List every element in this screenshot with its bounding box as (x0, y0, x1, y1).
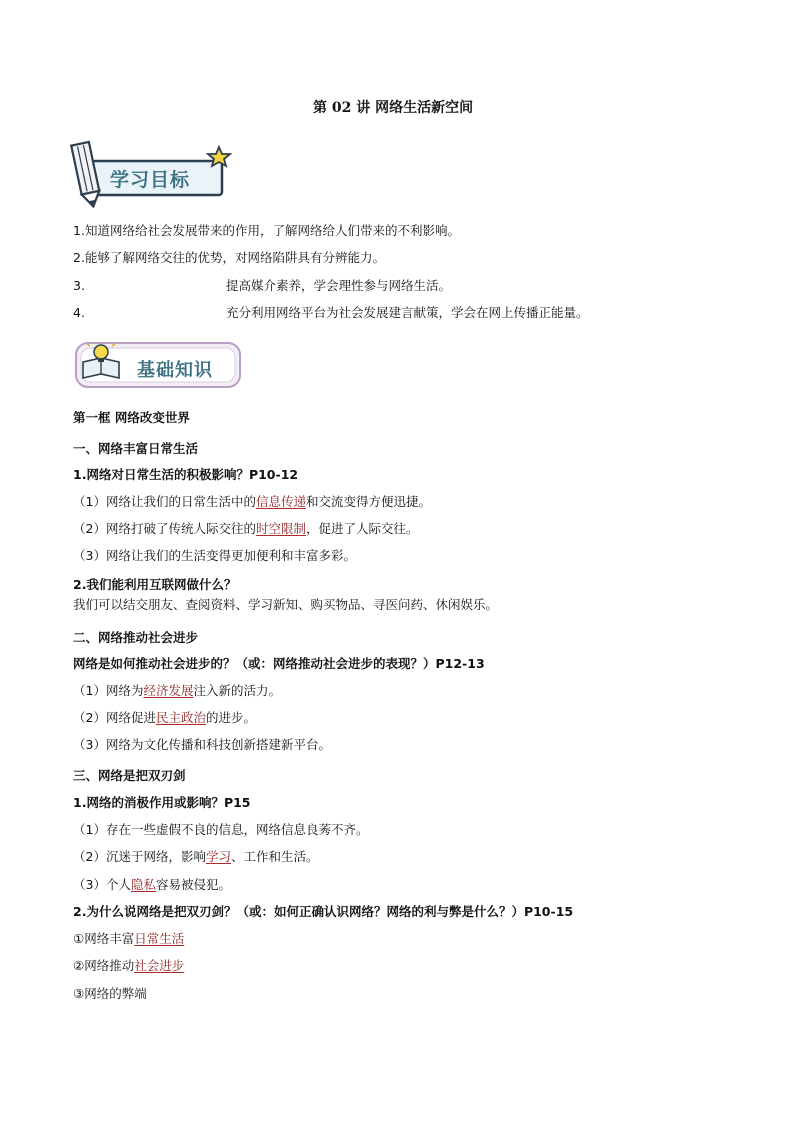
list-item: （3）个人隐私容易被侵犯。 (73, 877, 231, 892)
goal-item-2 (73, 250, 385, 266)
list-item: （3）网络为文化传播和科技创新搭建新平台。 (73, 737, 331, 752)
keyword-highlight: 隐私 (130, 877, 156, 892)
goal-text: 能够了解网络交往的优势，对网络陷阱具有分辨能力。 (84, 250, 385, 265)
question-heading: 2.我们能利用互联网做什么？ (73, 577, 237, 592)
keyword-highlight: 日常生活 (134, 931, 185, 946)
section-heading-1: 一、网络丰富日常生活 (73, 441, 199, 456)
keyword-highlight: 时空限制 (255, 521, 306, 536)
point-item: ②网络推动社会进步 (73, 958, 185, 973)
answer-text: 我们可以结交朋友、查阅资料、学习新知、购买物品、寻医问药、休闲娱乐。 (73, 597, 499, 612)
list-item: （2）网络打破了传统人际交往的时空限制，促进了人际交往。 (73, 521, 419, 536)
list-item: （2）沉迷于网络，影响学习、工作和生活。 (73, 849, 319, 864)
list-item: （3）网络让我们的生活变得更加便利和丰富多彩。 (73, 548, 356, 563)
learning-goals-label: 学习目标 (110, 169, 191, 191)
basic-knowledge-label: 基础知识 (137, 360, 213, 381)
keyword-highlight: 经济发展 (143, 683, 194, 698)
goal-number: 1. (73, 223, 85, 238)
goal-number: 2. (73, 250, 85, 265)
goal-number-3: 3. (73, 278, 85, 293)
keyword-highlight: 学习 (205, 849, 231, 864)
point-item: ③网络的弊端 (73, 986, 147, 1001)
keyword-highlight: 信息传递 (255, 494, 306, 509)
point-item: ①网络丰富日常生活 (73, 931, 185, 946)
section-heading-3: 三、网络是把双刃剑 (73, 768, 186, 783)
list-item: （1）网络让我们的日常生活中的信息传递和交流变得方便迅捷。 (73, 494, 431, 509)
question-heading: 1.网络对日常生活的积极影响？P10-12 (73, 467, 299, 482)
basic-knowledge-badge (73, 340, 243, 392)
goal-text: 知道网络给社会发展带来的作用，了解网络给人们带来的不利影响。 (84, 223, 460, 238)
page-title: 第 02 讲 网络生活新空间 (313, 100, 474, 116)
section-heading-2: 二、网络推动社会进步 (73, 630, 199, 645)
goal-number-4: 4. (73, 305, 85, 320)
question-heading: 网络是如何推动社会进步的？（或：网络推动社会进步的表现？）P12-13 (73, 656, 485, 671)
list-item: （2）网络促进民主政治的进步。 (73, 710, 256, 725)
goal-text-4: 充分利用网络平台为社会发展建言献策，学会在网上传播正能量。 (226, 305, 589, 320)
learning-goals-badge (70, 136, 235, 208)
question-heading: 1.网络的消极作用或影响？P15 (73, 795, 251, 810)
list-item: （1）网络为经济发展注入新的活力。 (73, 683, 281, 698)
keyword-highlight: 民主政治 (155, 710, 206, 725)
frame-heading: 第一框 网络改变世界 (73, 410, 190, 425)
keyword-highlight: 社会进步 (134, 958, 185, 973)
question-heading: 2.为什么说网络是把双刃剑？（或：如何正确认识网络？网络的利与弊是什么？）P10-15 (73, 904, 574, 919)
goal-item-1 (73, 223, 460, 239)
list-item: （1）存在一些虚假不良的信息，网络信息良莠不齐。 (73, 822, 369, 837)
goal-text-3: 提高媒介素养，学会理性参与网络生活。 (226, 278, 452, 293)
